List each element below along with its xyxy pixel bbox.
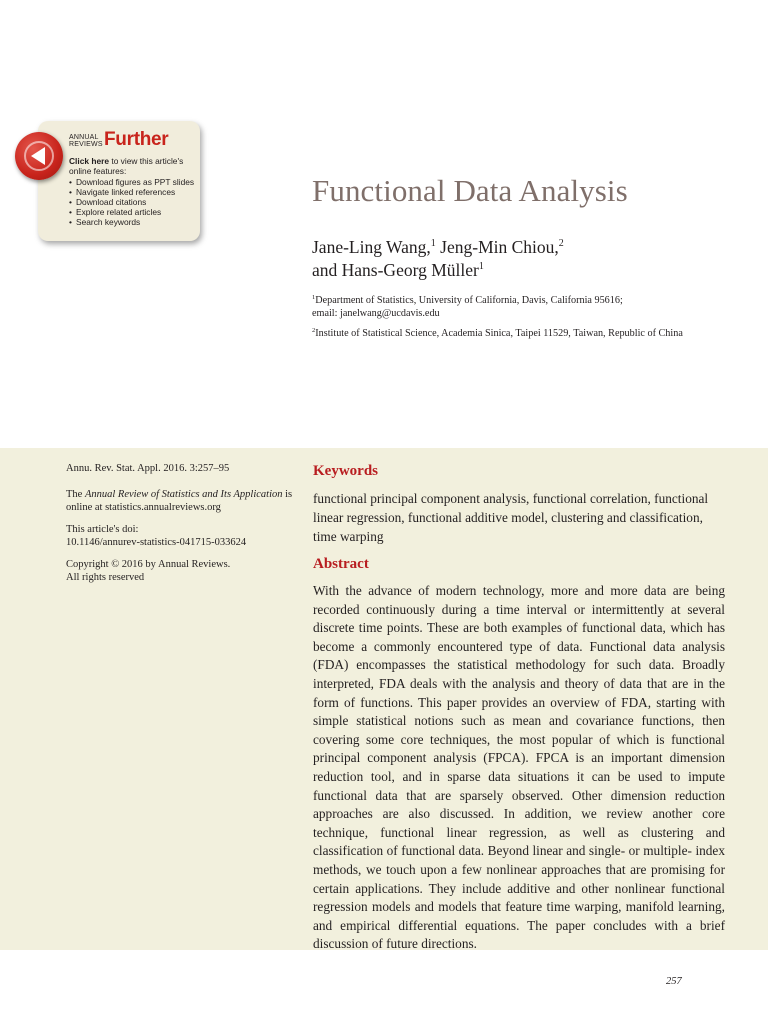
copyright-text: Copyright © 2016 by Annual Reviews.	[66, 559, 231, 570]
affiliation-text: Institute of Statistical Science, Academia Sinica, Taipei 11529, Taiwan, Republic of China	[315, 328, 683, 339]
rights-text: All rights reserved	[66, 572, 145, 583]
author-name: Jane-Ling Wang,	[312, 237, 431, 257]
citation: Annu. Rev. Stat. Appl. 2016. 3:257–95	[66, 463, 230, 474]
author-affiliation-mark: 1	[478, 261, 484, 272]
annual-reviews-further-logo	[69, 131, 189, 153]
abstract-heading: Abstract	[313, 556, 369, 572]
back-arrow-icon[interactable]	[15, 132, 63, 180]
feature-navigate-references[interactable]: • Navigate linked references	[69, 187, 197, 197]
feature-download-citations[interactable]: • Download citations	[69, 197, 197, 207]
affiliation-2	[312, 327, 683, 340]
keywords-text: functional principal component analysis, functional correlation, functional linear regression, functional additive model, clustering and classification, time warping	[313, 491, 709, 544]
affiliation-number: 1	[312, 294, 316, 301]
keywords-heading: Keywords	[313, 463, 378, 479]
journal-info	[66, 488, 296, 514]
affiliation-1	[312, 294, 623, 320]
author-list	[312, 236, 564, 282]
further-intro-text: to view this article's online features:	[69, 156, 184, 176]
journal-suffix: is online at statistics.annualreviews.org	[66, 489, 293, 513]
doi-info	[66, 523, 296, 549]
annual-reviews-wordmark	[69, 134, 105, 148]
article-info-sidebar	[66, 462, 296, 593]
copyright-info	[66, 558, 296, 584]
author-name: and Hans-Georg Müller	[312, 260, 479, 280]
affiliation-number: 2	[312, 327, 316, 334]
further-wordmark: Further	[104, 129, 169, 150]
journal-prefix: The	[66, 489, 85, 500]
abstract-text: With the advance of modern technology, more and more data are being recorded continuously during a time interval or intermittently at several discrete time points. These are both examples of functional data, which has become a commonly encountered type of data. Functional data analysis (FDA) encompasses the statistical methodology for such data. Broadly interpreted, FDA deals with the analysis and theory of data that are in the form of functions. This paper provides an overview of FDA, starting with simple statistical notions such as mean and covariance functions, then covering some core techniques, the most popular of which is functional principal component analysis (FPCA). FPCA is an important dimension reduction tool, and in sparse data situations it can be used to impute functional data that are sparsely observed. Other dimension reduction approaches are also discussed. In addition, we review another core technique, functional linear regression, as well as clustering and classification of functional data. Beyond linear and single- or multiple- index methods, we touch upon a few nonlinear approaches that are promising for certain applications. They include additive and other nonlinear functional regression models and models that feature time warping, manifold learning, and empirical differential equations. The paper concludes with a brief discussion of future directions.	[313, 583, 725, 952]
further-description	[69, 156, 197, 227]
logo-annual-text: ANNUAL	[69, 134, 99, 141]
doi-link[interactable]: 10.1146/annurev-statistics-041715-033624	[66, 537, 247, 548]
feature-download-figures[interactable]: • Download figures as PPT slides	[69, 177, 197, 187]
doi-label: This article's doi:	[66, 524, 139, 535]
page-number: 257	[666, 976, 682, 987]
author-affiliation-mark: 2	[558, 238, 564, 249]
feature-related-articles[interactable]: • Explore related articles	[69, 207, 197, 217]
click-here-link[interactable]: Click here	[69, 156, 110, 166]
logo-reviews-text: REVIEWS	[69, 141, 103, 148]
article-title: Functional Data Analysis	[312, 173, 628, 208]
further-features-list	[69, 177, 197, 227]
feature-search-keywords[interactable]: • Search keywords	[69, 217, 197, 227]
affiliation-text: Department of Statistics, University of California, Davis, California 95616;	[315, 295, 623, 306]
author-affiliation-mark: 1	[430, 238, 436, 249]
author-name: Jeng-Min Chiou,	[435, 237, 559, 257]
author-email[interactable]: email: janelwang@ucdavis.edu	[312, 308, 440, 319]
journal-name: Annual Review of Statistics and Its Application	[84, 489, 283, 500]
